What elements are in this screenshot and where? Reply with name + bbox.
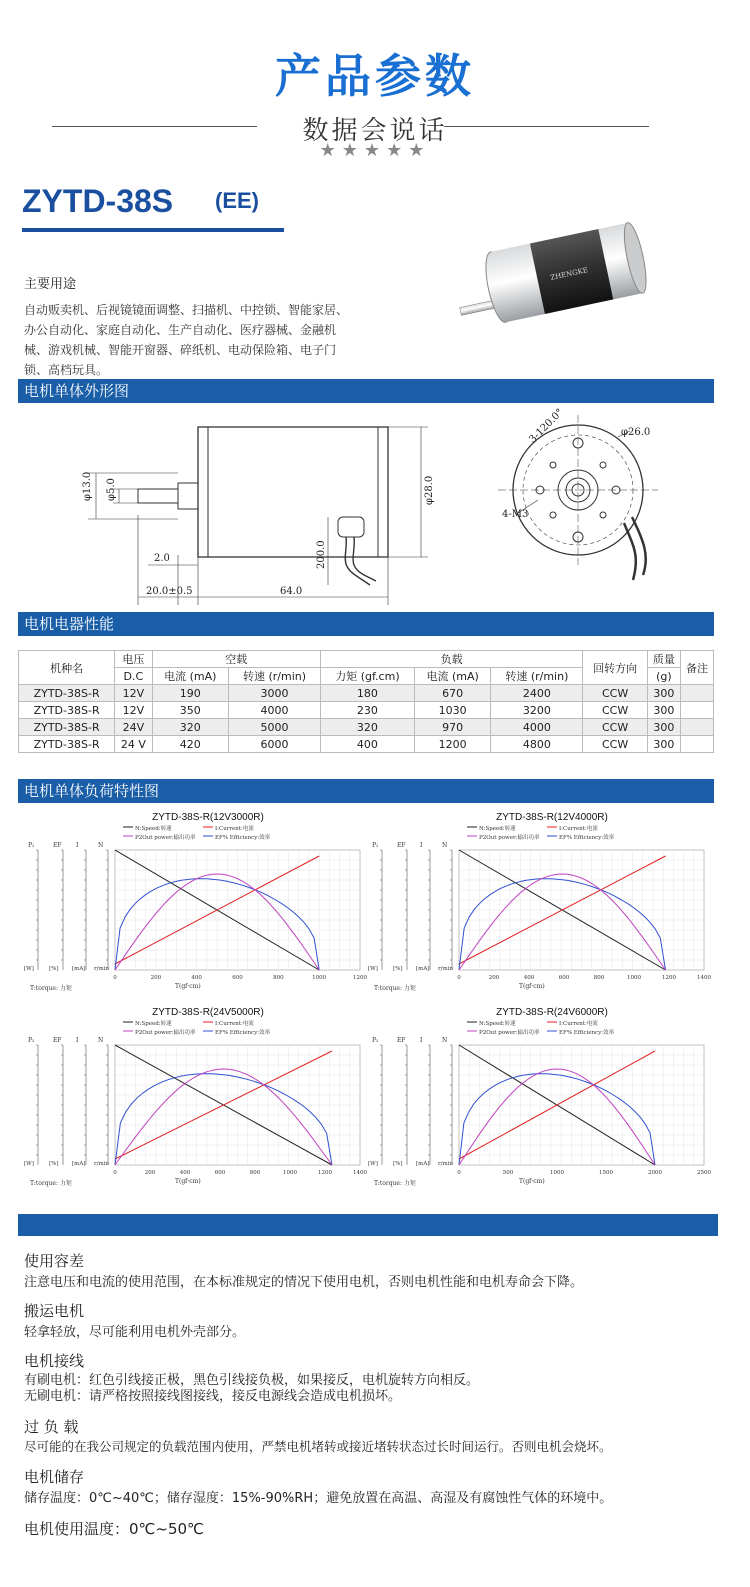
- star-rating-icon: ★★★★★: [319, 140, 431, 161]
- note-heading: 使用容差: [24, 1252, 85, 1270]
- th-nl-speed: 转速 (r/min): [229, 668, 321, 685]
- dim-d13: φ13.0: [82, 471, 93, 501]
- cell-model: ZYTD-38S-R: [19, 736, 115, 753]
- section-bar-load: 电机单体负荷特性图: [18, 779, 714, 803]
- axis-column-label: I: [420, 1037, 423, 1044]
- load-charts: [0, 808, 750, 1193]
- legend-label: EF% Efficiency:效率: [215, 1030, 271, 1036]
- cell-torque: 400: [321, 736, 415, 753]
- axis-column-unit: [W]: [24, 966, 34, 972]
- chart-title: ZYTD-38S-R(24V6000R): [496, 1007, 608, 1018]
- usage-heading: 主要用途: [24, 277, 77, 292]
- axis-column-unit: [W]: [368, 1161, 378, 1167]
- chart-title: ZYTD-38S-R(24V5000R): [152, 1007, 264, 1018]
- axis-column-label: EF: [53, 842, 62, 849]
- section-bar-outline: 电机单体外形图: [18, 379, 714, 403]
- spec-table: [18, 650, 714, 753]
- chart-title: ZYTD-38S-R(12V3000R): [152, 812, 264, 823]
- th-l-speed: 转速 (r/min): [491, 668, 583, 685]
- cell-l-speed: 4800: [491, 736, 583, 753]
- x-tick-label: 1200: [662, 975, 676, 981]
- legend-label: N:Speed:转速: [479, 1021, 516, 1027]
- x-tick-label: 1000: [312, 975, 327, 981]
- x-axis-label: T(gf·cm): [175, 983, 201, 990]
- cell-remark: [680, 719, 713, 736]
- x-tick-label: 1500: [599, 1170, 613, 1176]
- cell-voltage: 12V: [115, 685, 152, 702]
- x-tick-label: 1400: [353, 1170, 367, 1176]
- load-chart: [18, 1003, 368, 1188]
- legend-label: P2Out power:输出功率: [135, 835, 196, 841]
- table-row: [19, 736, 714, 753]
- torque-label: T:torque: 力矩: [374, 985, 416, 992]
- legend-label: N:Speed:转速: [135, 826, 172, 832]
- x-tick-label: 1000: [283, 1170, 297, 1176]
- note-text: 有刷电机：红色引线接正极，黑色引线接负极，如果接反，电机旋转方向相反。: [24, 1373, 480, 1388]
- notes-bar: [18, 1214, 718, 1236]
- page-title: 产品参数: [275, 49, 475, 103]
- legend-label: N:Speed:转速: [135, 1021, 172, 1027]
- dim-lead: 200.0: [316, 540, 327, 569]
- cell-model: ZYTD-38S-R: [19, 702, 115, 719]
- x-tick-label: 400: [191, 975, 202, 981]
- legend-label: I:Current:电流: [215, 826, 254, 832]
- note-text: 注意电压和电流的使用范围，在本标准规定的情况下使用电机，否则电机性能和电机寿命会下降。: [24, 1275, 584, 1290]
- x-axis-label: T(gf·cm): [175, 1178, 201, 1185]
- legend-label: EF% Efficiency:效率: [559, 835, 615, 841]
- axis-column-label: EF: [397, 1037, 406, 1044]
- note-heading: 电机使用温度：0℃~50℃: [24, 1520, 204, 1538]
- cell-mass: 300: [647, 685, 680, 702]
- x-tick-label: 1400: [697, 975, 711, 981]
- cell-dir: CCW: [583, 719, 648, 736]
- torque-label: T:torque: 力矩: [30, 985, 72, 992]
- axis-column-unit: [%]: [393, 966, 403, 972]
- cell-nl-speed: 3000: [229, 685, 321, 702]
- outline-drawing: [18, 405, 718, 605]
- dim-angle: 3-120.0°: [527, 406, 566, 446]
- table-row: [19, 702, 714, 719]
- x-tick-label: 1000: [550, 1170, 564, 1176]
- axis-column-label: N: [442, 1037, 448, 1044]
- svg-text:ZHENGKE: ZHENGKE: [549, 266, 589, 282]
- model-tag: (EE): [215, 188, 259, 213]
- legend-label: P2Out power:输出功率: [135, 1030, 196, 1036]
- axis-column-unit: [W]: [368, 966, 378, 972]
- cell-nl-current: 190: [152, 685, 229, 702]
- cell-l-current: 670: [414, 685, 491, 702]
- th-load: 负载: [321, 651, 583, 668]
- note-heading: 搬运电机: [24, 1302, 85, 1320]
- axis-column-unit: [%]: [49, 966, 59, 972]
- cell-l-current: 1030: [414, 702, 491, 719]
- cell-dir: CCW: [583, 685, 648, 702]
- axis-column-label: P₂: [28, 842, 35, 849]
- x-tick-label: 800: [593, 975, 605, 981]
- cell-l-current: 970: [414, 719, 491, 736]
- note-heading: 电机储存: [24, 1468, 85, 1486]
- cell-remark: [680, 685, 713, 702]
- axis-column-label: I: [76, 1037, 79, 1044]
- cell-nl-speed: 4000: [229, 702, 321, 719]
- cell-mass: 300: [647, 702, 680, 719]
- load-chart: [362, 808, 712, 993]
- dim-d5: φ5.0: [106, 478, 117, 501]
- chart-title: ZYTD-38S-R(12V4000R): [496, 812, 608, 823]
- x-tick-label: 1200: [353, 975, 367, 981]
- legend-label: EF% Efficiency:效率: [215, 835, 271, 841]
- cell-l-speed: 3200: [491, 702, 583, 719]
- x-tick-label: 0: [457, 975, 461, 981]
- th-voltage: 电压: [115, 651, 152, 668]
- cell-nl-current: 320: [152, 719, 229, 736]
- th-mass-unit: (g): [647, 668, 680, 685]
- cell-mass: 300: [647, 736, 680, 753]
- axis-column-label: EF: [397, 842, 406, 849]
- load-chart: [362, 1003, 712, 1188]
- th-mass: 质量: [647, 651, 680, 668]
- x-tick-label: 200: [150, 975, 162, 981]
- cell-dir: CCW: [583, 702, 648, 719]
- axis-column-unit: r/min: [438, 966, 453, 972]
- x-tick-label: 2000: [648, 1170, 662, 1176]
- cell-nl-speed: 6000: [229, 736, 321, 753]
- legend-label: N:Speed:转速: [479, 826, 516, 832]
- usage-text: 自动贩卖机、后视镜镜面调整、扫描机、中控锁、智能家居、办公自动化、家庭自动化、生产自动化、医疗器械、金融机械、游戏机械、智能开窗器、碎纸机、电动保险箱、电子门锁、高档玩具。: [24, 303, 349, 377]
- axis-column-label: P₂: [372, 1037, 379, 1044]
- x-tick-label: 200: [488, 975, 500, 981]
- x-tick-label: 1000: [627, 975, 641, 981]
- dim-len64: 64.0: [280, 586, 303, 597]
- x-tick-label: 0: [113, 975, 117, 981]
- axis-column-unit: [mA]: [72, 966, 86, 972]
- axis-column-unit: [mA]: [416, 966, 430, 972]
- legend-label: I:Current:电流: [215, 1021, 254, 1027]
- x-tick-label: 400: [523, 975, 535, 981]
- cell-nl-speed: 5000: [229, 719, 321, 736]
- cell-remark: [680, 736, 713, 753]
- torque-label: T:torque: 力矩: [374, 1180, 416, 1187]
- axis-column-label: EF: [53, 1037, 62, 1044]
- x-tick-label: 400: [179, 1170, 191, 1176]
- axis-column-unit: r/min: [94, 966, 109, 972]
- cell-voltage: 24V: [115, 719, 152, 736]
- x-tick-label: 600: [232, 975, 243, 981]
- x-tick-label: 200: [144, 1170, 156, 1176]
- th-l-current: 电流 (mA): [414, 668, 491, 685]
- cell-voltage: 12V: [115, 702, 152, 719]
- cell-l-current: 1200: [414, 736, 491, 753]
- cell-torque: 180: [321, 685, 415, 702]
- th-noload: 空载: [152, 651, 320, 668]
- th-voltage-unit: D.C: [115, 668, 152, 685]
- dim-len20: 20.0±0.5: [146, 586, 193, 597]
- legend-label: P2Out power:输出功率: [479, 835, 540, 841]
- cell-nl-current: 420: [152, 736, 229, 753]
- x-tick-label: 800: [273, 975, 284, 981]
- cell-torque: 320: [321, 719, 415, 736]
- x-axis-label: T(gf·cm): [519, 1178, 545, 1185]
- axis-column-label: N: [442, 842, 448, 849]
- note-heading: 过 负 载: [24, 1418, 79, 1436]
- motor-photo: [455, 215, 655, 335]
- note-text-2: 无刷电机：请严格按照接线图接线，接反电源线会造成电机损坏。: [24, 1389, 402, 1404]
- th-rotation: 回转方向: [583, 651, 648, 685]
- x-tick-label: 0: [457, 1170, 461, 1176]
- x-tick-label: 600: [558, 975, 570, 981]
- note-text: 尽可能的在我公司规定的负载范围内使用，严禁电机堵转或接近堵转状态过长时间运行。否则电机会烧坏。: [24, 1439, 612, 1454]
- axis-column-label: P₂: [28, 1037, 35, 1044]
- load-chart: [18, 808, 368, 993]
- cell-torque: 230: [321, 702, 415, 719]
- axis-column-unit: [mA]: [416, 1161, 430, 1167]
- axis-column-label: P₂: [372, 842, 379, 849]
- axis-column-unit: [W]: [24, 1161, 34, 1167]
- note-text: 轻拿轻放，尽可能利用电机外壳部分。: [24, 1325, 246, 1340]
- cell-nl-current: 350: [152, 702, 229, 719]
- cell-voltage: 24 V: [115, 736, 152, 753]
- table-row: [19, 685, 714, 702]
- th-model: 机种名: [19, 651, 115, 685]
- cell-model: ZYTD-38S-R: [19, 685, 115, 702]
- model-name: ZYTD-38S: [22, 183, 174, 219]
- cell-l-speed: 4000: [491, 719, 583, 736]
- section-bar-electrical: 电机电器性能: [18, 612, 714, 636]
- model-underline: [22, 228, 284, 232]
- x-tick-label: 500: [502, 1170, 514, 1176]
- cell-remark: [680, 702, 713, 719]
- torque-label: T:torque: 力矩: [30, 1180, 72, 1187]
- th-nl-current: 电流 (mA): [152, 668, 229, 685]
- note-text: 储存温度：0℃~40℃；储存湿度：15%-90%RH；避免放置在高温、高湿及有腐蚀性气体的环境中。: [24, 1491, 613, 1506]
- axis-column-unit: r/min: [438, 1161, 453, 1167]
- axis-column-unit: r/min: [94, 1161, 109, 1167]
- table-row: [19, 719, 714, 736]
- axis-column-label: I: [76, 842, 79, 849]
- axis-column-label: N: [98, 842, 104, 849]
- th-torque: 力矩 (gf.cm): [321, 668, 415, 685]
- x-tick-label: 2500: [697, 1170, 711, 1176]
- page-subtitle: 数据会说话: [302, 116, 448, 146]
- axis-column-label: N: [98, 1037, 104, 1044]
- dim-m3: 4-M3: [502, 509, 529, 520]
- dim-len2: 2.0: [154, 553, 170, 564]
- cell-model: ZYTD-38S-R: [19, 719, 115, 736]
- th-remark: 备注: [680, 651, 713, 685]
- cell-l-speed: 2400: [491, 685, 583, 702]
- note-heading: 电机接线: [24, 1352, 85, 1370]
- x-tick-label: 1200: [318, 1170, 332, 1176]
- axis-column-label: I: [420, 842, 423, 849]
- legend-label: EF% Efficiency:效率: [559, 1030, 615, 1036]
- x-tick-label: 800: [249, 1170, 261, 1176]
- cell-dir: CCW: [583, 736, 648, 753]
- x-tick-label: 600: [214, 1170, 226, 1176]
- axis-column-unit: [%]: [393, 1161, 403, 1167]
- dim-d28: φ28.0: [424, 475, 435, 505]
- axis-column-unit: [%]: [49, 1161, 59, 1167]
- legend-label: I:Current:电流: [559, 1021, 598, 1027]
- x-axis-label: T(gf·cm): [519, 983, 545, 990]
- legend-label: P2Out power:输出功率: [479, 1030, 540, 1036]
- cell-mass: 300: [647, 719, 680, 736]
- axis-column-unit: [mA]: [72, 1161, 86, 1167]
- dim-d26: φ26.0: [621, 427, 651, 438]
- legend-label: I:Current:电流: [559, 826, 598, 832]
- x-tick-label: 0: [113, 1170, 117, 1176]
